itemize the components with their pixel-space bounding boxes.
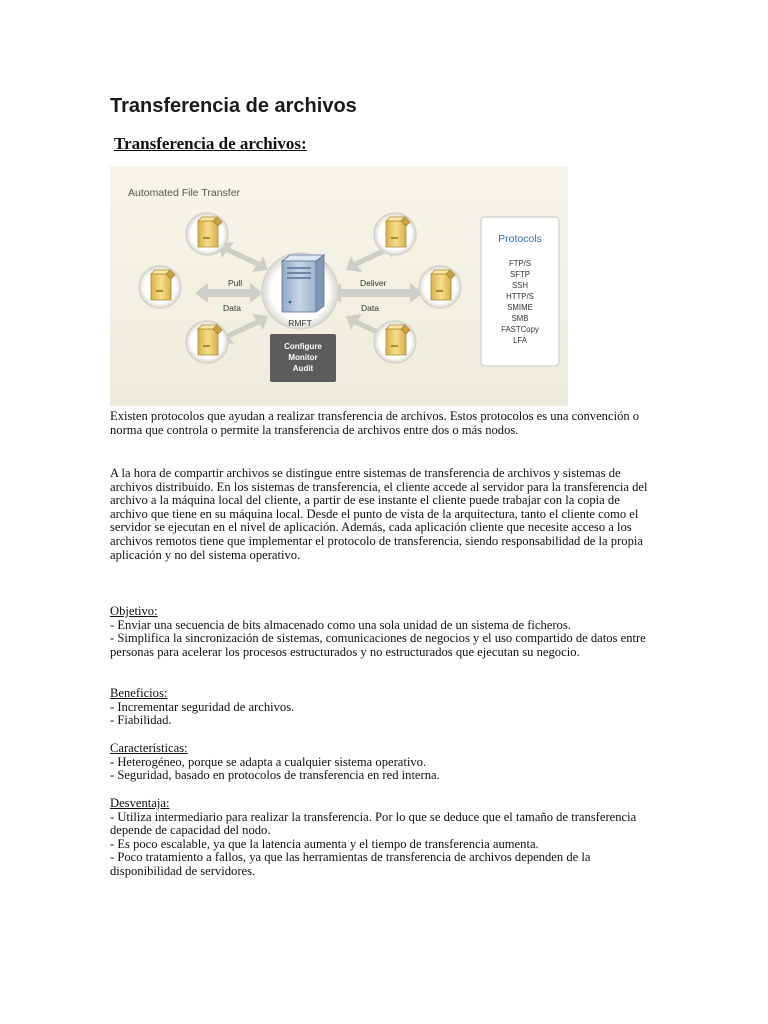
desventaja-item: - Poco tratamiento a fallos, ya que las herramientas de transferencia de archivos dependen de la disponibilidad de servidores. <box>110 850 591 878</box>
page-title: Transferencia de archivos <box>110 95 357 117</box>
box-line-audit: Audit <box>292 364 314 373</box>
desventaja-item: - Utiliza intermediario para realizar la transferencia. Por lo que se deduce que el tamaño de transferencia depende de capacidad del nodo. <box>110 809 637 838</box>
data-label-right: Data <box>361 303 379 313</box>
box-line-monitor: Monitor <box>288 353 318 362</box>
protocol-item: SMIME <box>507 303 533 312</box>
file-node-bottom-left <box>186 321 228 363</box>
caracteristicas-section <box>110 742 658 783</box>
server-label: RMFT <box>288 318 312 328</box>
deliver-label: Deliver <box>360 278 387 288</box>
protocol-item: SFTP <box>510 270 530 279</box>
protocol-item: FTP/S <box>508 259 532 268</box>
file-node-top-left <box>186 213 228 255</box>
desventaja-section <box>110 797 658 879</box>
diagram-title: Automated File Transfer <box>128 187 241 199</box>
objetivo-section <box>110 605 658 659</box>
body-paragraph-block <box>110 467 658 562</box>
caracteristicas-item: - Heterogéneo, porque se adapta a cualquier sistema operativo. <box>110 754 427 769</box>
beneficios-section <box>110 687 658 728</box>
protocol-item: HTTP/S <box>506 292 534 301</box>
file-node-left <box>139 266 181 308</box>
beneficios-heading: Beneficios: <box>110 686 168 700</box>
protocols-title: Protocols <box>498 233 542 245</box>
file-node-right <box>419 266 461 308</box>
beneficios-item: - Fiabilidad. <box>110 713 172 728</box>
intro-paragraph-block <box>110 410 658 437</box>
desventaja-heading: Desventaja: <box>110 796 170 810</box>
objetivo-item: - Enviar una secuencia de bits almacenado como una sola unidad de un sistema de ficheros. <box>110 617 571 632</box>
data-label-left: Data <box>223 303 241 313</box>
intro-paragraph: Existen protocolos que ayudan a realizar transferencia de archivos. Estos protocolos es una convención o norma que controla o permite la transferencia de archivos entre dos o más nodos. <box>110 409 640 437</box>
caracteristicas-item: - Seguridad, basado en protocolos de transferencia en red interna. <box>110 768 440 783</box>
protocol-item: FASTCopy <box>501 325 539 334</box>
caracteristicas-heading: Características: <box>110 741 188 755</box>
protocol-item: SSH <box>511 281 529 290</box>
section-title: Transferencia de archivos: <box>114 134 307 153</box>
protocol-item: LFA <box>513 336 527 345</box>
beneficios-item: - Incrementar seguridad de archivos. <box>110 699 295 714</box>
box-line-configure: Configure <box>284 342 322 351</box>
file-transfer-diagram <box>110 166 568 406</box>
body-paragraph: A la hora de compartir archivos se distingue entre sistemas de transferencia de archivos y sistemas de archivos distribuido. En los sistemas de transferencia, el cliente accede al servidor para la transferencia del archivo a la máquina local del cliente, a partir de ese instante el cliente puede trabajar con la copia de archivo que tiene en su máquina local. Desde el punto de vista de la arquitectura, tanto el cliente como el servidor se ejecutan en el nivel de aplicación. Además, cada aplicación cliente que necesite acceso a los archivos remotos tiene que implementar el protocolo de transferencia, siendo responsabilidad de la propia aplicación y no del sistema operativo. <box>110 466 648 562</box>
file-node-bottom-right <box>374 321 416 363</box>
objetivo-item: - Simplifica la sincronización de sistemas, comunicaciones de negocios y el uso compartido de datos entre personas para acelerar los procesos estructurados y no estructurados que ejecutan su negocio. <box>110 631 646 659</box>
desventaja-item: - Es poco escalable, ya que la latencia aumenta y el tiempo de transferencia aumenta. <box>110 836 539 851</box>
file-node-top-right <box>374 213 416 255</box>
objetivo-heading: Objetivo: <box>110 604 158 618</box>
pull-label: Pull <box>228 278 243 288</box>
protocol-item: SMB <box>511 314 529 323</box>
